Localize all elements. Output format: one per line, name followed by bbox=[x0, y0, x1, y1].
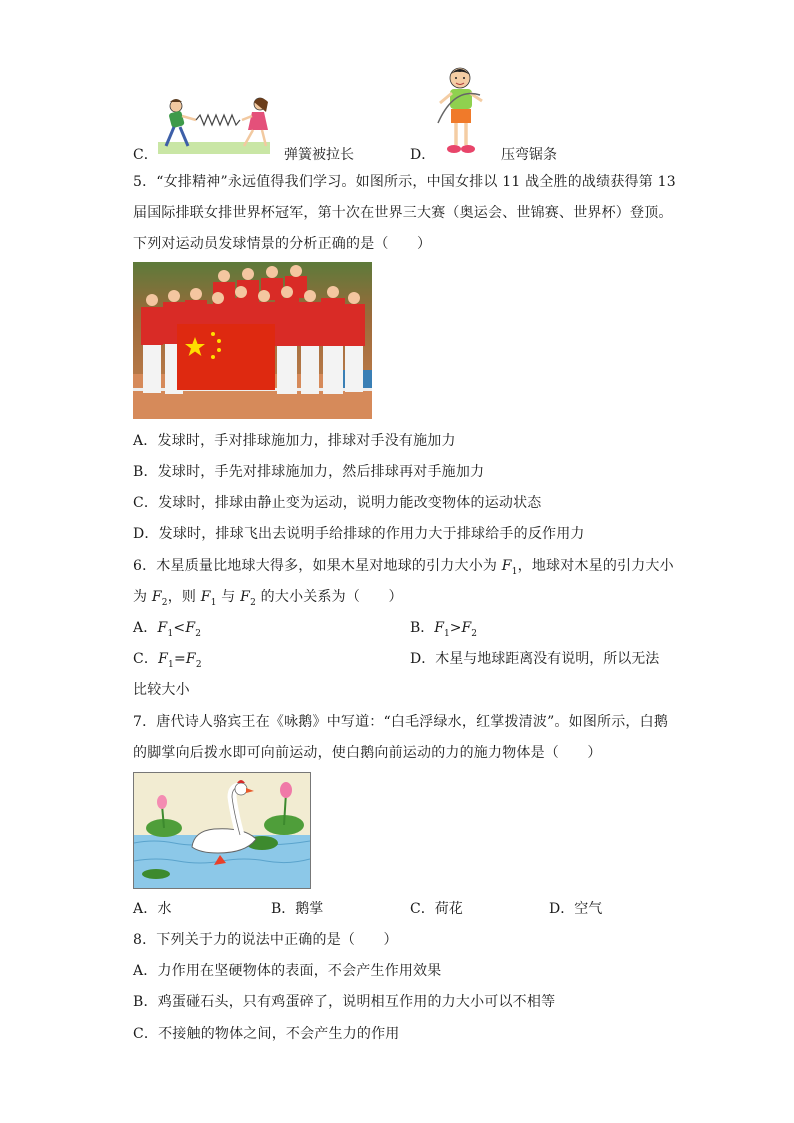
q4-option-d-label: D． bbox=[410, 147, 436, 163]
option-label: A． bbox=[133, 620, 158, 636]
q5-option-d: D．发球时，排球飞出去说明手给排球的作用力大于排球给手的反作用力 bbox=[133, 526, 585, 542]
q7-stem-line-1: 7．唐代诗人骆宾王在《咏鹅》中写道：“白毛浮绿水，红掌拨清波”。如图所示，白鹅 bbox=[133, 714, 669, 730]
q6-stem-line-1 bbox=[133, 556, 674, 582]
q8-option-a: A．力作用在坚硬物体的表面，不会产生作用效果 bbox=[133, 963, 442, 979]
q6-option-d-line-1: D．木星与地球距离没有说明，所以无法 bbox=[410, 651, 660, 667]
q6-option-b bbox=[410, 618, 477, 644]
force-symbol: F bbox=[158, 651, 169, 667]
option-label: B． bbox=[410, 620, 435, 636]
q6-option-c bbox=[133, 649, 202, 675]
q8-option-c: C．不接触的物体之间，不会产生力的作用 bbox=[133, 1026, 400, 1042]
force-symbol: F bbox=[434, 620, 445, 636]
q7-option-c: C．荷花 bbox=[410, 901, 463, 917]
q7-option-b: B．鹅掌 bbox=[271, 901, 324, 917]
subscript: 2 bbox=[195, 628, 202, 639]
q6-stem-text: ，地球对木星的引力大小 bbox=[517, 558, 674, 574]
white-goose-illustration bbox=[133, 772, 311, 889]
force-symbol: F bbox=[501, 558, 512, 574]
q6-stem-text: 为 bbox=[133, 589, 152, 605]
q6-stem-line-2 bbox=[133, 587, 403, 613]
bending-saw-blade-illustration bbox=[434, 65, 494, 157]
q5-stem-line-2: 届国际排联女排世界杯冠军，第十次在世界三大赛（奥运会、世锦赛、世界杯）登顶。 bbox=[133, 205, 673, 221]
subscript: 1 bbox=[210, 597, 217, 608]
relation-symbol: < bbox=[173, 620, 186, 636]
force-symbol: F bbox=[185, 651, 196, 667]
q6-stem-text: ，则 bbox=[167, 589, 201, 605]
q8-stem: 8．下列关于力的说法中正确的是（ ） bbox=[133, 932, 398, 948]
spring-stretch-illustration bbox=[158, 94, 270, 156]
subscript: 2 bbox=[250, 597, 257, 608]
subscript: 2 bbox=[161, 597, 168, 608]
force-symbol: F bbox=[240, 589, 251, 605]
subscript: 1 bbox=[511, 566, 518, 577]
q5-stem-line-3: 下列对运动员发球情景的分析正确的是（ ） bbox=[133, 236, 432, 252]
q6-stem-text: 的大小关系为（ ） bbox=[256, 589, 403, 605]
subscript: 2 bbox=[195, 659, 202, 670]
subscript: 1 bbox=[168, 659, 174, 670]
force-symbol: F bbox=[185, 620, 196, 636]
q6-stem-text: 6．木星质量比地球大得多，如果木星对地球的引力大小为 bbox=[133, 558, 502, 574]
q7-option-a: A．水 bbox=[133, 901, 172, 917]
relation-symbol: > bbox=[449, 620, 462, 636]
q7-stem-line-2: 的脚掌向后拨水即可向前运动，使白鹅向前运动的力的施力物体是（ ） bbox=[133, 745, 602, 761]
subscript: 1 bbox=[167, 628, 174, 639]
q5-option-b: B．发球时，手先对排球施加力，然后排球再对手施加力 bbox=[133, 464, 485, 480]
q4-option-c-label: C． bbox=[133, 147, 158, 163]
q7-option-d: D．空气 bbox=[549, 901, 603, 917]
womens-volleyball-team-photo bbox=[133, 262, 372, 419]
q6-option-a bbox=[133, 618, 201, 644]
force-symbol: F bbox=[157, 620, 168, 636]
q5-option-a: A．发球时，手对排球施加力，排球对手没有施加力 bbox=[133, 433, 456, 449]
force-symbol: F bbox=[200, 589, 211, 605]
q4-option-c-caption: 弹簧被拉长 bbox=[284, 147, 354, 163]
q5-option-c: C．发球时，排球由静止变为运动，说明力能改变物体的运动状态 bbox=[133, 495, 542, 511]
q8-option-b: B．鸡蛋碰石头，只有鸡蛋碎了，说明相互作用的力大小可以不相等 bbox=[133, 994, 556, 1010]
q4-option-d-caption: 压弯锯条 bbox=[501, 147, 557, 163]
q6-stem-text: 与 bbox=[216, 589, 241, 605]
force-symbol: F bbox=[461, 620, 472, 636]
option-label: C． bbox=[133, 651, 159, 667]
q5-stem-line-1: 5．“女排精神”永远值得我们学习。如图所示，中国女排以 11 战全胜的战绩获得第 13 bbox=[133, 174, 676, 190]
force-symbol: F bbox=[151, 589, 162, 605]
q6-option-d-line-2: 比较大小 bbox=[133, 682, 190, 698]
subscript: 2 bbox=[471, 628, 477, 639]
subscript: 1 bbox=[444, 628, 450, 639]
relation-symbol: = bbox=[173, 651, 186, 667]
